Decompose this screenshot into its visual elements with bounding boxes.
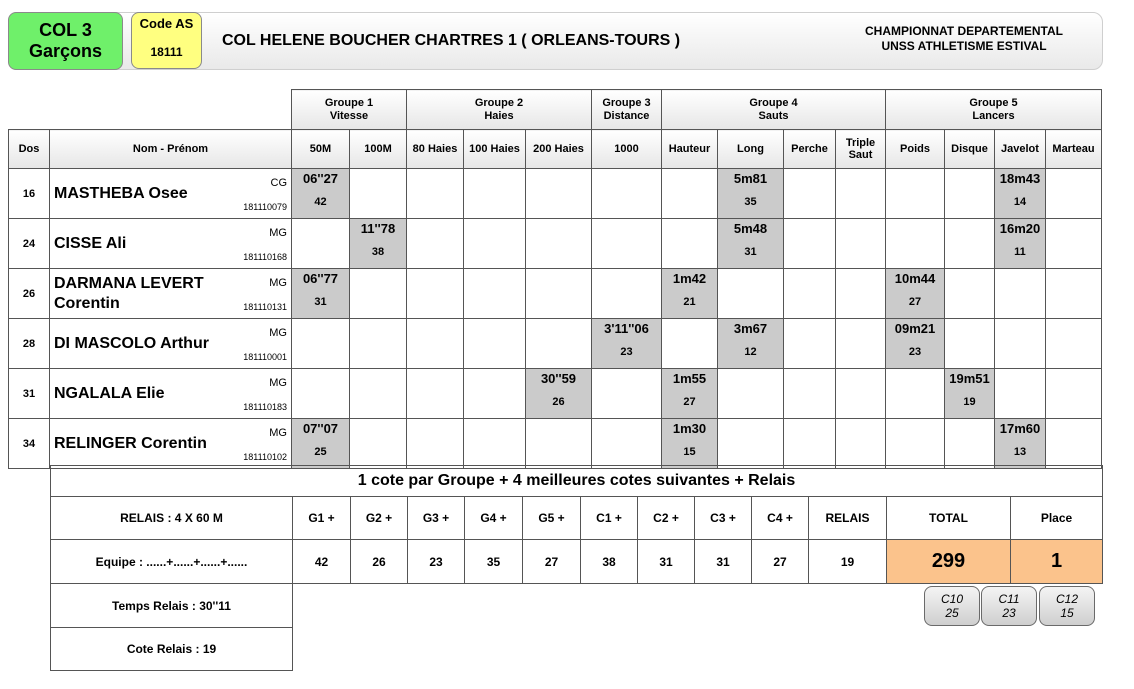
performance: 09m21 (894, 321, 936, 336)
result-cell (836, 169, 886, 219)
result-cell (526, 169, 592, 219)
result-cell (995, 419, 1046, 469)
result-cell (292, 269, 350, 319)
event-header-4: 100 Haies (464, 130, 526, 169)
points: 27 (683, 396, 696, 408)
points: 23 (908, 346, 922, 358)
result-cell (464, 419, 526, 469)
result-cell (407, 419, 464, 469)
blank-corner (9, 90, 292, 130)
result-cell (886, 319, 945, 369)
result-cell (945, 169, 995, 219)
result-cell (662, 319, 718, 369)
result-cell (407, 219, 464, 269)
points: 26 (552, 396, 565, 408)
result-cell (886, 219, 945, 269)
result-cell (526, 219, 592, 269)
result-cell (784, 219, 836, 269)
bib-number: 24 (9, 219, 50, 269)
result-cell (350, 419, 407, 469)
bib-number: 16 (9, 169, 50, 219)
points: 25 (314, 446, 327, 458)
points: 27 (908, 296, 922, 308)
result-cell (662, 169, 718, 219)
result-cell (945, 369, 995, 419)
place-value: 1 (1011, 540, 1103, 584)
points: 13 (1013, 446, 1027, 458)
score-header-6: C1 + (581, 497, 638, 540)
result-cell (718, 419, 784, 469)
result-cell (886, 269, 945, 319)
result-cell (292, 169, 350, 219)
results-table (8, 89, 1102, 469)
athlete-category: MG (269, 227, 287, 239)
points: 12 (744, 346, 757, 358)
score-value-10: 19 (809, 540, 887, 584)
summary-value-row (51, 540, 1103, 584)
points: 35 (744, 196, 757, 208)
result-cell (784, 169, 836, 219)
result-cell (464, 369, 526, 419)
code-as-badge (131, 12, 202, 69)
athlete-licence: 181110079 (243, 202, 287, 212)
result-cell (464, 269, 526, 319)
result-cell (407, 369, 464, 419)
result-cell (836, 419, 886, 469)
athlete-row (9, 269, 1102, 319)
performance: 1m55 (672, 371, 707, 386)
result-cell (1046, 319, 1102, 369)
result-cell (995, 319, 1046, 369)
category-badge (8, 12, 123, 70)
result-cell (784, 419, 836, 469)
result-cell (662, 219, 718, 269)
athlete-name: DARMANA LEVERT Corentin (54, 274, 204, 312)
performance: 1m30 (672, 421, 707, 436)
result-cell (292, 369, 350, 419)
result-cell (945, 419, 995, 469)
result-cell (718, 269, 784, 319)
result-cell (350, 319, 407, 369)
athlete-category: MG (269, 277, 287, 289)
performance: 16m20 (999, 221, 1041, 236)
performance: 06''77 (302, 271, 339, 286)
performance: 19m51 (949, 371, 990, 386)
athlete-licence: 181110001 (243, 352, 287, 362)
score-value-8: 31 (695, 540, 752, 584)
result-cell (718, 369, 784, 419)
event-header-7: Hauteur (662, 130, 718, 169)
category-line2: Garçons (28, 41, 103, 61)
score-header-4: G4 + (465, 497, 523, 540)
result-cell (718, 169, 784, 219)
relay-label: RELAIS : 4 X 60 M (51, 497, 293, 540)
athlete-name: MASTHEBA Osee (54, 184, 188, 202)
points: 14 (1013, 196, 1027, 208)
result-cell (407, 269, 464, 319)
points: 31 (314, 296, 327, 308)
scoring-rule: 1 cote par Groupe + 4 meilleures cotes suivantes + Relais (51, 466, 1103, 497)
extra-score-value: 25 (945, 606, 959, 620)
athlete-name-cell (50, 269, 292, 319)
result-cell (945, 319, 995, 369)
result-cell (350, 169, 407, 219)
points: 42 (314, 196, 327, 208)
performance: 3m67 (733, 321, 768, 336)
category-line1: COL 3 (39, 20, 92, 40)
athlete-row (9, 169, 1102, 219)
result-cell (662, 269, 718, 319)
group-1-header: Groupe 1 Vitesse (292, 90, 407, 130)
school-name: COL HELENE BOUCHER CHARTRES 1 ( ORLEANS-TOURS ) (222, 32, 681, 49)
performance: 10m44 (894, 271, 936, 286)
total-header: TOTAL (887, 497, 1011, 540)
result-cell (526, 319, 592, 369)
event-header-5: 200 Haies (526, 130, 592, 169)
championship-title (830, 24, 1098, 54)
athlete-name: RELINGER Corentin (54, 434, 207, 452)
result-cell (526, 419, 592, 469)
rule-row (51, 466, 1103, 497)
score-header-9: C4 + (752, 497, 809, 540)
bib-number: 34 (9, 419, 50, 469)
event-header-12: Disque (945, 130, 995, 169)
result-cell (995, 369, 1046, 419)
performance: 17m60 (999, 421, 1041, 436)
athlete-name: CISSE Ali (54, 234, 127, 252)
result-cell (662, 419, 718, 469)
athlete-category: MG (269, 327, 287, 339)
result-cell (592, 219, 662, 269)
extra-score-pill (924, 586, 980, 626)
column-header-row (9, 130, 1102, 169)
code-as-label: Code AS (139, 16, 194, 31)
athlete-name: NGALALA Elie (54, 384, 165, 402)
score-header-3: G3 + (408, 497, 465, 540)
event-header-13: Javelot (995, 130, 1046, 169)
score-header-2: G2 + (351, 497, 408, 540)
extra-score-pill (1039, 586, 1095, 626)
result-cell (592, 419, 662, 469)
result-cell (350, 369, 407, 419)
event-header-3: 80 Haies (407, 130, 464, 169)
performance: 5m48 (733, 221, 768, 236)
performance: 11''78 (360, 221, 396, 236)
extra-score-label: C12 (1055, 592, 1078, 606)
performance: 30''59 (540, 371, 577, 386)
athlete-licence: 181110183 (243, 402, 287, 412)
result-cell (292, 419, 350, 469)
relay-score: Cote Relais : 19 (51, 628, 293, 671)
result-cell (407, 169, 464, 219)
result-cell (995, 219, 1046, 269)
event-header-9: Perche (784, 130, 836, 169)
extra-score-label: C11 (998, 592, 1020, 606)
score-value-4: 35 (465, 540, 523, 584)
result-cell (464, 219, 526, 269)
points: 38 (371, 246, 385, 258)
result-cell (662, 369, 718, 419)
score-value-1: 42 (293, 540, 351, 584)
relay-time: Temps Relais : 30''11 (51, 584, 293, 628)
result-cell (718, 319, 784, 369)
points: 21 (683, 296, 696, 308)
points: 19 (963, 396, 976, 408)
athlete-licence: 181110102 (243, 452, 287, 462)
athlete-name-cell (50, 369, 292, 419)
championship-line2: UNSS ATHLETISME ESTIVAL (881, 39, 1047, 53)
athlete-category: MG (269, 427, 287, 439)
points: 15 (683, 446, 696, 458)
result-cell (886, 419, 945, 469)
score-value-3: 23 (408, 540, 465, 584)
athlete-name: DI MASCOLO Arthur (54, 334, 209, 352)
result-cell (592, 369, 662, 419)
event-header-1: 50M (292, 130, 350, 169)
total-value: 299 (887, 540, 1011, 584)
result-cell (1046, 269, 1102, 319)
championship-line1: CHAMPIONNAT DEPARTEMENTAL (865, 24, 1063, 38)
result-cell (995, 269, 1046, 319)
bib-number: 26 (9, 269, 50, 319)
athlete-category: CG (270, 177, 287, 189)
performance: 1m42 (672, 271, 707, 286)
athlete-name-cell (50, 319, 292, 369)
result-cell (836, 369, 886, 419)
place-header: Place (1011, 497, 1103, 540)
group-3-header: Groupe 3 Distance (592, 90, 662, 130)
result-cell (526, 269, 592, 319)
group-header-row (9, 90, 1102, 130)
score-value-6: 38 (581, 540, 638, 584)
performance: 18m43 (999, 171, 1041, 186)
summary-table (50, 465, 1103, 671)
athlete-licence: 181110131 (243, 302, 287, 312)
result-cell (945, 269, 995, 319)
result-cell (292, 319, 350, 369)
result-cell (592, 169, 662, 219)
score-value-5: 27 (523, 540, 581, 584)
event-header-2: 100M (350, 130, 407, 169)
performance: 06''27 (302, 171, 339, 186)
result-cell (592, 319, 662, 369)
result-cell (836, 269, 886, 319)
result-cell (886, 369, 945, 419)
extra-score-value: 15 (1060, 606, 1074, 620)
group-2-header: Groupe 2 Haies (407, 90, 592, 130)
performance: 3'11''06 (604, 321, 649, 336)
result-cell (464, 169, 526, 219)
result-cell (1046, 369, 1102, 419)
result-cell (526, 369, 592, 419)
score-value-7: 31 (638, 540, 695, 584)
athlete-licence: 181110168 (243, 252, 287, 262)
result-cell (592, 269, 662, 319)
score-header-1: G1 + (293, 497, 351, 540)
athlete-name-cell (50, 419, 292, 469)
extra-score-label: C10 (940, 592, 963, 606)
athlete-row (9, 419, 1102, 469)
athlete-name-cell (50, 219, 292, 269)
result-cell (945, 219, 995, 269)
event-header-6: 1000 (592, 130, 662, 169)
dos-header: Dos (9, 130, 50, 169)
team-label: Equipe : ......+......+......+...... (51, 540, 293, 584)
athlete-name-cell (50, 169, 292, 219)
athlete-category: MG (269, 377, 287, 389)
score-header-10: RELAIS (809, 497, 887, 540)
result-cell (1046, 419, 1102, 469)
result-cell (464, 319, 526, 369)
result-cell (784, 319, 836, 369)
event-header-10: Triple Saut (836, 130, 886, 169)
performance: 07''07 (302, 421, 339, 436)
group-5-header: Groupe 5 Lancers (886, 90, 1102, 130)
points: 23 (620, 346, 633, 358)
result-cell (718, 219, 784, 269)
points: 11 (1014, 246, 1026, 258)
result-cell (784, 369, 836, 419)
result-cell (350, 269, 407, 319)
bib-number: 31 (9, 369, 50, 419)
result-cell (836, 219, 886, 269)
code-as-value: 18111 (150, 45, 183, 59)
score-header-5: G5 + (523, 497, 581, 540)
athlete-row (9, 319, 1102, 369)
event-header-14: Marteau (1046, 130, 1102, 169)
athlete-row (9, 219, 1102, 269)
result-cell (407, 319, 464, 369)
extra-score-value: 23 (1002, 606, 1016, 620)
name-header: Nom - Prénom (50, 130, 292, 169)
points: 31 (744, 246, 757, 258)
result-cell (1046, 219, 1102, 269)
score-header-7: C2 + (638, 497, 695, 540)
athlete-row (9, 369, 1102, 419)
summary-header-row (51, 497, 1103, 540)
score-header-8: C3 + (695, 497, 752, 540)
score-value-2: 26 (351, 540, 408, 584)
relay-score-row (51, 628, 1103, 671)
score-value-9: 27 (752, 540, 809, 584)
event-header-8: Long (718, 130, 784, 169)
result-cell (995, 169, 1046, 219)
group-4-header: Groupe 4 Sauts (662, 90, 886, 130)
result-cell (350, 219, 407, 269)
result-cell (292, 219, 350, 269)
result-cell (784, 269, 836, 319)
performance: 5m81 (733, 171, 768, 186)
event-header-11: Poids (886, 130, 945, 169)
bib-number: 28 (9, 319, 50, 369)
result-cell (886, 169, 945, 219)
result-cell (1046, 169, 1102, 219)
result-cell (836, 319, 886, 369)
extra-score-pill (981, 586, 1037, 626)
